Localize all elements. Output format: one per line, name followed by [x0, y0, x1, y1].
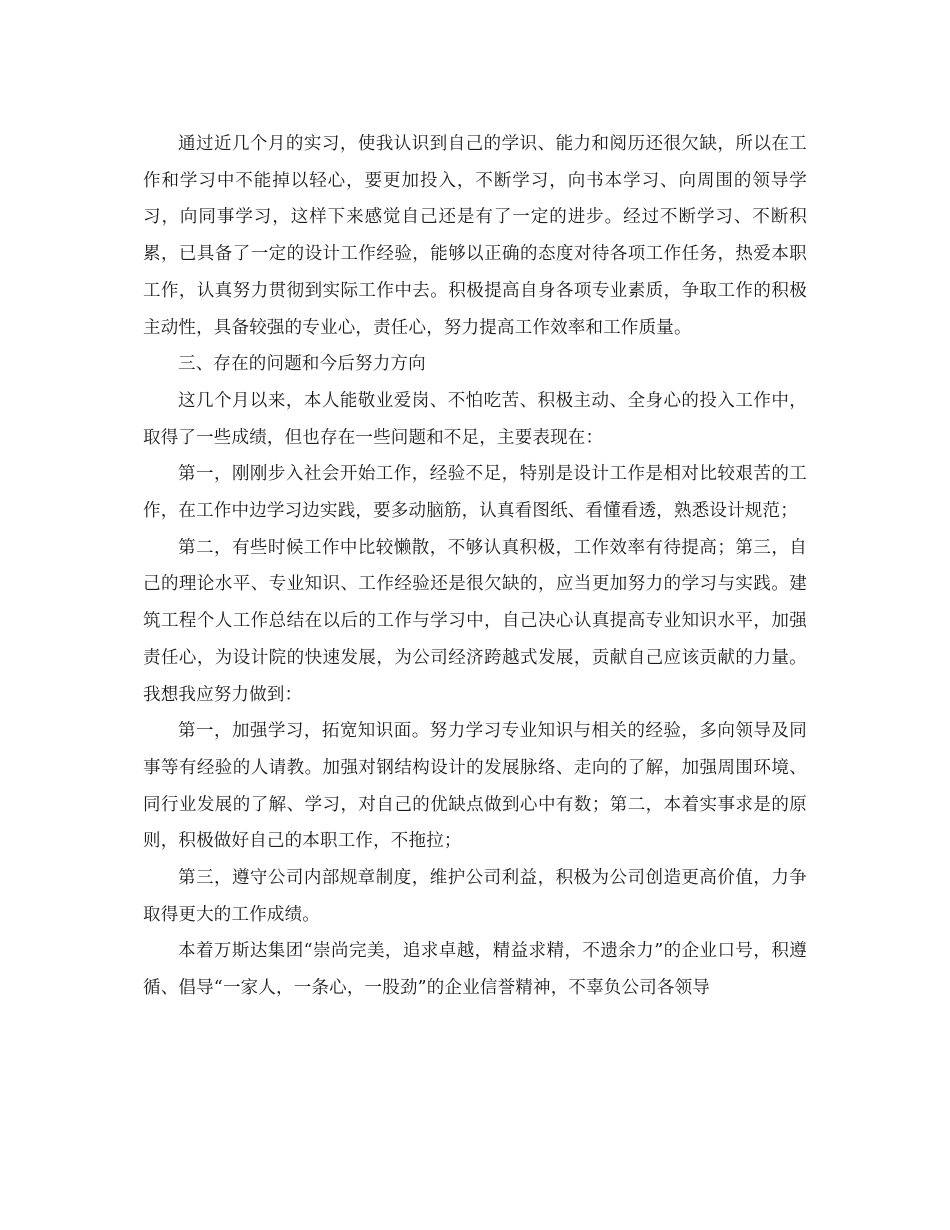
document-body [143, 126, 807, 1007]
paragraph-internship-reflection: 通过近几个月的实习，使我认识到自己的学识、能力和阅历还很欠缺，所以在工作和学习中不能掉以轻心，要更加投入，不断学习，向书本学习、向周围的领导学习，向同事学习，这样下来感觉自己还是有了一定的进步。经过不断学习、不断积累，已具备了一定的设计工作经验，能够以正确的态度对待各项工作任务，热爱本职工作，认真努力贯彻到实际工作中去。积极提高自身各项专业素质，争取工作的积极主动性，具备较强的专业心，责任心，努力提高工作效率和工作质量。 [143, 134, 807, 338]
paragraph-second-third-problem: 第二，有些时候工作中比较懒散，不够认真积极，工作效率有待提高；第三，自己的理论水平、专业知识、工作经验还是很欠缺的，应当更加努力的学习与实践。建筑工程个人工作总结在以后的工作与学习中，自己决心认真提高专业知识水平，加强责任心，为设计院的快速发展，为公司经济跨越式发展，贡献自己应该贡献的力量。我想我应努力做到： [143, 537, 807, 705]
paragraph-third-goal: 第三，遵守公司内部规章制度，维护公司利益，积极为公司创造更高价值，力争取得更大的工作成绩。 [143, 868, 807, 925]
paragraph-company-slogan: 本着万斯达集团“崇尚完美，追求卓越，精益求精，不遗余力”的企业口号，积遵循、倡导“一家人，一条心，一股劲”的企业信誉精神，不辜负公司各领导 [143, 941, 807, 999]
paragraph-first-problem: 第一，刚刚步入社会开始工作，经验不足，特别是设计工作是相对比较艰苦的工作，在工作中边学习边实践，要多动脑筋，认真看图纸、看懂看透，熟悉设计规范； [143, 464, 807, 522]
paragraph-first-goal: 第一，加强学习，拓宽知识面。努力学习专业知识与相关的经验，多向领导及同事等有经验的人请教。加强对钢结构设计的发展脉络、走向的了解，加强周围环境、同行业发展的了解、学习，对自己的优缺点做到心中有数；第二，本着实事求是的原则，积极做好自己的本职工作，不拖拉； [143, 721, 807, 852]
paragraph-problems-intro: 这几个月以来，本人能敬业爱岗、不怕吃苦、积极主动、全身心的投入工作中，取得了一些成绩，但也存在一些问题和不足，主要表现在： [143, 390, 807, 448]
section-heading-problems-and-direction: 三、存在的问题和今后努力方向 [178, 354, 426, 375]
